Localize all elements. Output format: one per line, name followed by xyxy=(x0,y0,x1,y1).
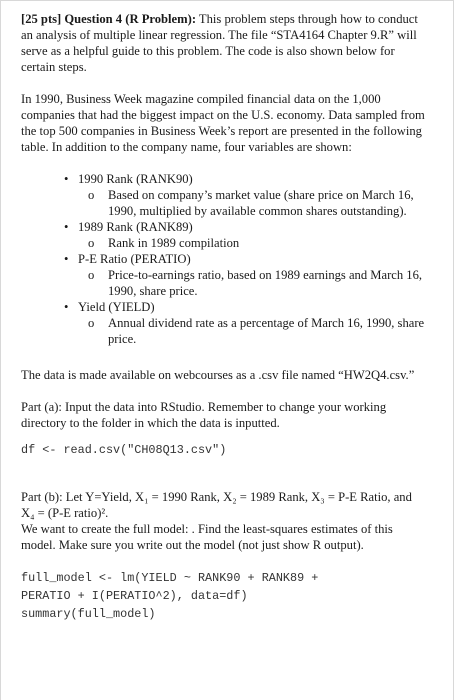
page-border-left xyxy=(0,0,1,700)
document-content xyxy=(21,11,425,623)
variable-item xyxy=(21,171,425,219)
variable-label: P-E Ratio (PERATIO) xyxy=(78,252,191,266)
bullet-marker: • xyxy=(64,252,69,266)
variable-label: Yield (YIELD) xyxy=(78,300,155,314)
sub-bullet-marker: o xyxy=(88,188,95,202)
variable-sublist xyxy=(21,235,425,251)
variable-description-text: Rank in 1989 compilation xyxy=(108,236,240,250)
page-border-top xyxy=(0,0,454,1)
variable-label: 1989 Rank (RANK89) xyxy=(78,220,193,234)
bullet-marker: • xyxy=(64,300,69,314)
sub-bullet-marker: o xyxy=(88,236,95,250)
part-b-text: Part (b): Let Y=Yield, X₁ = 1990 Rank, X₂ = 1989 Rank, X₃ = P-E Ratio, and X₄ = (P-E ratio)². xyxy=(21,490,412,520)
variable-description xyxy=(21,315,425,347)
part-b-code: full_model <- lm(YIELD ~ RANK90 + RANK89 + PERATIO + I(PERATIO^2), data=df) summary(full_model) xyxy=(21,571,319,621)
question-intro: This problem steps through how to conduct an analysis of multiple linear regression. The file “STA4164 Chapter 9.R” will serve as a helpful guide to this problem. The code is also shown below for certain steps. xyxy=(21,12,418,74)
variable-description xyxy=(21,235,425,251)
bullet-marker: • xyxy=(64,172,69,186)
variable-label: 1990 Rank (RANK90) xyxy=(78,172,193,186)
variable-sublist xyxy=(21,267,425,299)
variable-sublist xyxy=(21,187,425,219)
sub-bullet-marker: o xyxy=(88,268,95,282)
variable-description xyxy=(21,267,425,299)
bullet-marker: • xyxy=(64,220,69,234)
variable-description-text: Price-to-earnings ratio, based on 1989 earnings and March 16, 1990, share price. xyxy=(108,268,423,298)
data-note: The data is made available on webcourses as a .csv file named “HW2Q4.csv.” xyxy=(21,368,415,382)
context-paragraph: In 1990, Business Week magazine compiled financial data on the 1,000 companies that had the biggest impact on the U.S. economy. Data sampled from the top 500 companies in Business Week’s report are presented in the following table. In addition to the company name, four variables are shown: xyxy=(21,92,425,154)
variable-description-text: Annual dividend rate as a percentage of March 16, 1990, share price. xyxy=(108,316,425,346)
part-b-text-2: We want to create the full model: . Find the least-squares estimates of this model. Make sure you write out the model (not just show R output). xyxy=(21,522,393,552)
variable-description xyxy=(21,187,425,219)
variable-list xyxy=(21,171,425,347)
question-heading: [25 pts] Question 4 (R Problem): xyxy=(21,12,197,26)
variable-sublist xyxy=(21,315,425,347)
question-paragraph xyxy=(21,11,425,75)
sub-bullet-marker: o xyxy=(88,316,95,330)
variable-item xyxy=(21,299,425,347)
part-a-text: Part (a): Input the data into RStudio. Remember to change your working directory to the folder in which the data is inputted. xyxy=(21,400,387,430)
variable-item xyxy=(21,219,425,251)
part-a-code: df <- read.csv("CH08Q13.csv") xyxy=(21,443,227,457)
variable-item xyxy=(21,251,425,299)
variable-description-text: Based on company’s market value (share price on March 16, 1990, multiplied by available common shares outstanding). xyxy=(108,188,414,218)
